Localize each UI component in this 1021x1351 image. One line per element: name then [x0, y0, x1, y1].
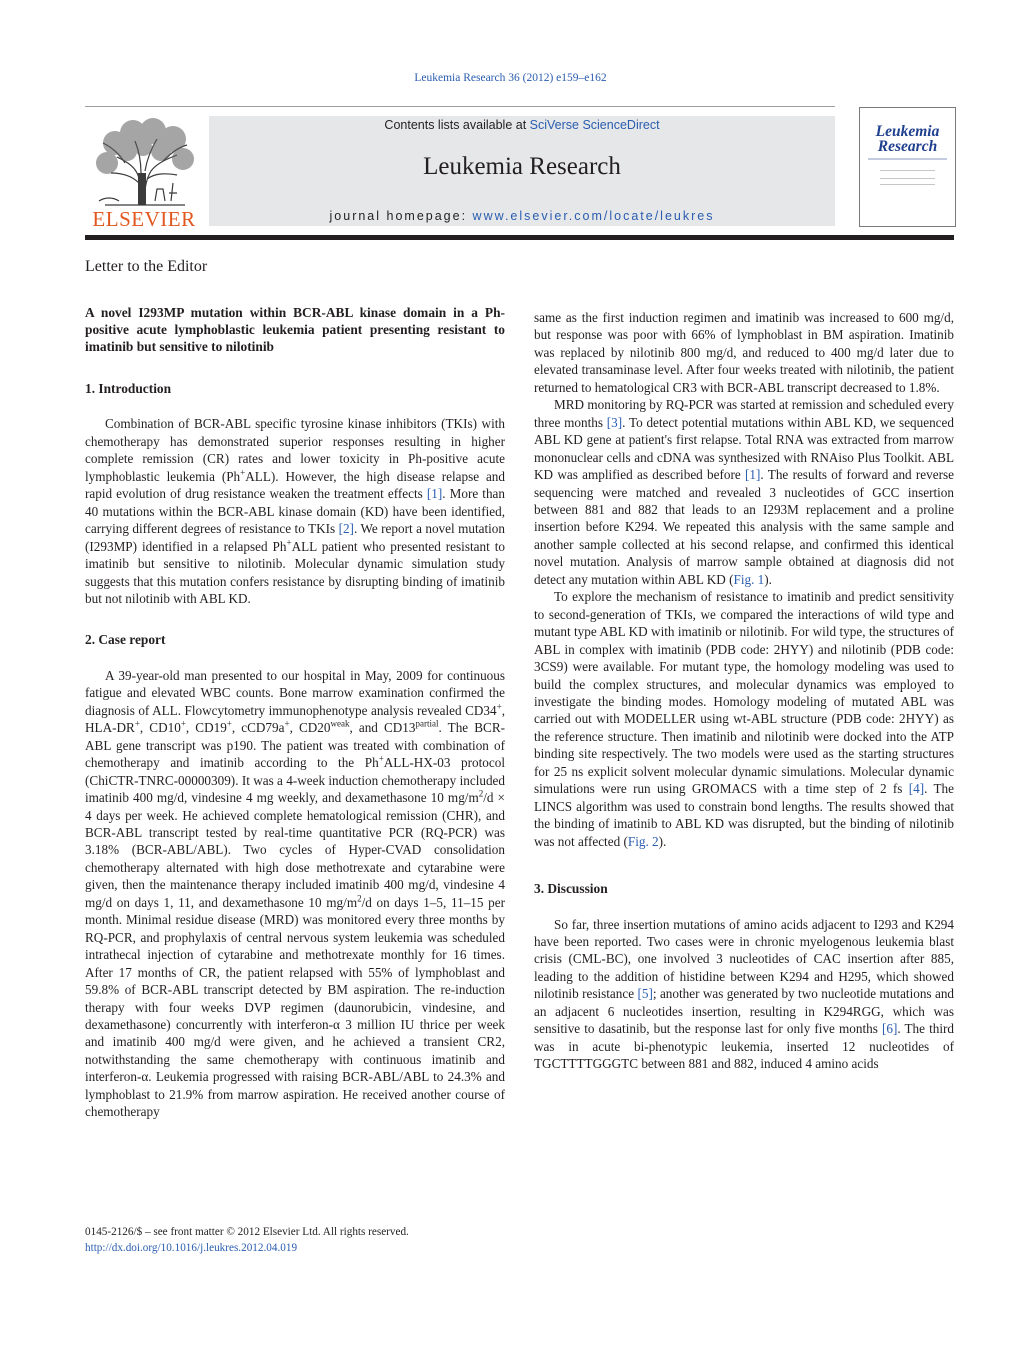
elsevier-wordmark: ELSEVIER [92, 207, 196, 231]
superscript: 2 [357, 893, 362, 904]
text: , cCD79a [231, 720, 285, 736]
cover-line [880, 178, 935, 179]
elsevier-logo [85, 113, 203, 231]
text: . The results of forward and reverse sequencing were matched and revealed 3 nucleotides of GCC insertion between 881 and 882 that leads to an I293M replacement and a proline insertion before K294. We repeated this analysis with the same sample and another sample collected at his second relapse, and confirmed this identical novel mutation. Analysis of marrow sample obtained at diagnosis did not detect any mutation within ABL KD ( [534, 467, 954, 587]
cover-stripe [868, 158, 947, 160]
ref-link[interactable]: [2] [338, 521, 354, 537]
text: A 39-year-old man presented to our hospital in May, 2009 for continuous fatigue and elevated WBC counts. Bone marrow examination confirmed the diagnosis of ALL. Flowcytometry immunophenotype analysis revealed CD34 [85, 667, 505, 718]
homepage-link[interactable]: www.elsevier.com/locate/leukres [472, 209, 715, 223]
ref-link[interactable]: [4] [908, 781, 925, 797]
ref-link[interactable]: [1] [745, 467, 761, 483]
footer [85, 1225, 409, 1256]
cover-title-line-2: Research [877, 138, 938, 155]
journal-title: Leukemia Research [423, 153, 621, 180]
text: , CD10 [139, 720, 181, 736]
discussion-paragraph [534, 916, 954, 1073]
text: . We report a novel mutation (I293MP) identified in a relapsed Ph [85, 521, 505, 554]
text: ; another was generated by two nucleotide mutations and an adjacent 6 nucleotides insertion, resulting in K294RGG, which was sensitive to dasatinib, but the response last for only five months [534, 986, 955, 1037]
superscript: partial [415, 718, 439, 729]
mrd-paragraph [534, 396, 954, 588]
left-column [85, 304, 505, 1121]
copyright-line: 0145-2126/$ – see front matter © 2012 Elsevier Ltd. All rights reserved. [85, 1226, 409, 1238]
superscript: + [284, 718, 290, 729]
superscript: + [134, 718, 140, 729]
contents-available [209, 118, 835, 132]
header-thick-rule [85, 235, 954, 240]
journal-homepage [209, 209, 835, 223]
cover-line [880, 170, 935, 171]
cover-title-line-1: Leukemia [875, 123, 940, 140]
text: ALL patient who presented resistant to imatinib but sensitive to nilotinib. Molecular dynamic simulation study suggests that this mutation confers resistance by disrupting binding of imatinib but not nilotinib with ABL KD. [85, 538, 505, 606]
cover-title [860, 124, 955, 154]
journal-citation[interactable]: Leukemia Research 36 (2012) e159–e162 [414, 72, 607, 84]
superscript: weak [330, 718, 350, 729]
text: ). [658, 833, 667, 849]
journal-cover-thumbnail[interactable] [859, 107, 956, 227]
mechanism-paragraph [534, 588, 954, 850]
case-paragraph [85, 667, 505, 1121]
article-title: A novel I293MP mutation within BCR-ABL kinase domain in a Ph-positive acute lymphoblastic leukemia patient presenting resistant to imatinib but sensitive to nilotinib [85, 305, 505, 354]
text: , CD19 [185, 720, 227, 736]
case-heading: 2. Case report [85, 632, 166, 648]
ref-link[interactable]: [6] [881, 1021, 898, 1037]
text: /d × 4 days per week. He achieved complete hematological remission (CHR), and BCR-ABL transcript tested by real-time quantitative PCR (RQ-PCR) was 3.18% (BCR-ABL/ABL). Two cycles of Hyper-CVAD consolidation chemotherapy alternated with high dose methotrexate and cytarabine were given, then the maintenance therapy included imatinib 400 mg/d, vindesine 4 mg/d on days 1, 11, and dexamethasone 10 mg/m [85, 790, 505, 910]
text: ALL). However, the high disease relapse and rapid evolution of drug resistance weaken the treatment effects [85, 468, 505, 502]
text: . To detect potential mutations within ABL KD, we sequenced ABL KD gene at patient's first relapse. Total RNA was extracted from marrow mononuclear cells and cDNA was synthesized with RNAiso Plus Toolkit. ABL KD was amplified as described before [534, 414, 954, 483]
ref-link[interactable]: [5] [637, 986, 653, 1002]
text: , HLA-DR [85, 702, 505, 736]
cover-line [880, 184, 935, 185]
section-label: Letter to the Editor [85, 258, 208, 275]
text: . The BCR-ABL gene transcript was p190. The patient was treated with combination of chemotherapy and imatinib according to the Ph [85, 720, 506, 771]
discussion-heading: 3. Discussion [534, 881, 608, 897]
right-column [534, 309, 954, 1073]
case-paragraph-continued: same as the first induction regimen and imatinib was increased to 600 mg/d, but response was poor with 66% of lymphoblast in BM aspiration. Imatinib was replaced by nilotinib 800 mg/d, and reduced to 400 mg/d later due to elevated transaminase level. After four weeks treated with nilotinib, the patient returned to hematological CR3 with BCR-ABL transcript decreased to 1.8%. [534, 310, 954, 395]
header-rule [85, 106, 835, 107]
superscript: + [496, 701, 502, 712]
superscript: 2 [478, 788, 484, 799]
intro-paragraph [85, 415, 505, 607]
ref-link[interactable]: [1] [426, 486, 443, 502]
text: ALL-HX-03 protocol (ChiCTR-TNRC-00000309). It was a 4-week induction chemotherapy included imatinib 400 mg/d, vindesine 4 mg weekly, and dexamethasone 10 mg/m [85, 755, 505, 806]
ref-link[interactable]: [3] [606, 414, 623, 430]
doi-link[interactable]: http://dx.doi.org/10.1016/j.leukres.2012.04.019 [85, 1241, 298, 1254]
text: /d on days 1–5, 11–15 per month. Minimal residue disease (MRD) was monitored every three months by RQ-PCR, and prophylaxis of central nervous system leukemia was scheduled intrathecal injection of cytarabine and methotrexate monthly for 16 times. After 17 months of CR, the patient relapsed with 55% of lymphoblast and 59.8% of BCR-ABL transcript detected by BM aspiration. The re-induction therapy with four weeks DVP regimen (daunorubicin, vindesine, and dexamethasone) concurrently with interferon-α 3 million IU thrice per week and imatinib 400 mg/d were given, and he achieved a transient CR2, notwithstanding the same chemotherapy with continuous imatinib and interferon-α. Leukemia progressed with raising BCR-ABL/ABL to 24.3% and lymphoblast to 21.9% from marrow aspiration. He received another course of chemotherapy [85, 894, 505, 1120]
superscript: + [226, 718, 232, 729]
superscript: + [180, 718, 186, 729]
sciencedirect-link[interactable]: SciVerse ScienceDirect [529, 118, 660, 132]
text: , CD20 [289, 720, 331, 736]
text: . The third was in acute bi-phenotypic leukemia, inserted 12 nucleotides of TGCTTTTGGGTC between 881 and 882, induced 4 amino acids [534, 1021, 955, 1072]
text: MRD monitoring by RQ-PCR was started at remission and scheduled every three months [534, 397, 954, 430]
text: Combination of BCR-ABL specific tyrosine kinase inhibitors (TKIs) with chemotherapy has demonstrated superior responses resulting in higher complete remission (CR) rates and lower toxicity in Ph-positive acute lymphoblastic leukemia (Ph [85, 416, 505, 484]
text: . The LINCS algorithm was used to constrain bond lengths. The results showed that the binding of imatinib to ABL KD was disrupted, but the binding of nilotinib was not affected ( [534, 781, 954, 849]
text: To explore the mechanism of resistance to imatinib and predict sensitivity to second-generation of TKIs, we compared the interactions of wild type and mutant type ABL KD with imatinib or nilotinib. For wild type, the structures of ABL in complex with imatinib (PDB code: 2HYY) and nilotinib (PDB code: 3CS9) were available. For mutant type, the homology modeling was used to build the complex structures, and molecular dynamics was employed to investigate the binding modes. Homology modeling of mutated ABL was carried out with MODELLER using wt-ABL structure (PDB code: 2HYY) as the reference structure. Then imatinib and nilotinib were docked into the ATP binding site respectively. The two models were used as the starting structures for 25 ns explicit solvent molecular dynamic simulations. Molecular dynamic simulations were run using GROMACS with a time step of 2 fs [534, 589, 954, 797]
text: So far, three insertion mutations of amino acids adjacent to I293 and K294 have been reported. Two cases were in chronic myelogenous leukemia blast crisis (CML-BC), one involved 3 nucleotides of CAC insertion after 885, leading to the addition of histidine between K294 and H295, which showed nilotinib resistance [534, 916, 954, 1002]
intro-heading: 1. Introduction [85, 381, 172, 396]
contents-prefix: Contents lists available at [384, 118, 530, 132]
superscript: + [378, 753, 384, 764]
homepage-prefix: journal homepage: [329, 209, 473, 223]
text: ). [764, 571, 772, 587]
figure-link[interactable]: Fig. 1 [733, 571, 765, 587]
figure-link[interactable]: Fig. 2 [627, 833, 659, 849]
text: , and CD13 [349, 720, 416, 736]
text: . More than 40 mutations within the BCR-ABL kinase domain (KD) have been identified, carrying different degrees of resistance to TKIs [85, 486, 505, 537]
superscript: + [286, 537, 292, 548]
superscript: + [240, 467, 246, 478]
